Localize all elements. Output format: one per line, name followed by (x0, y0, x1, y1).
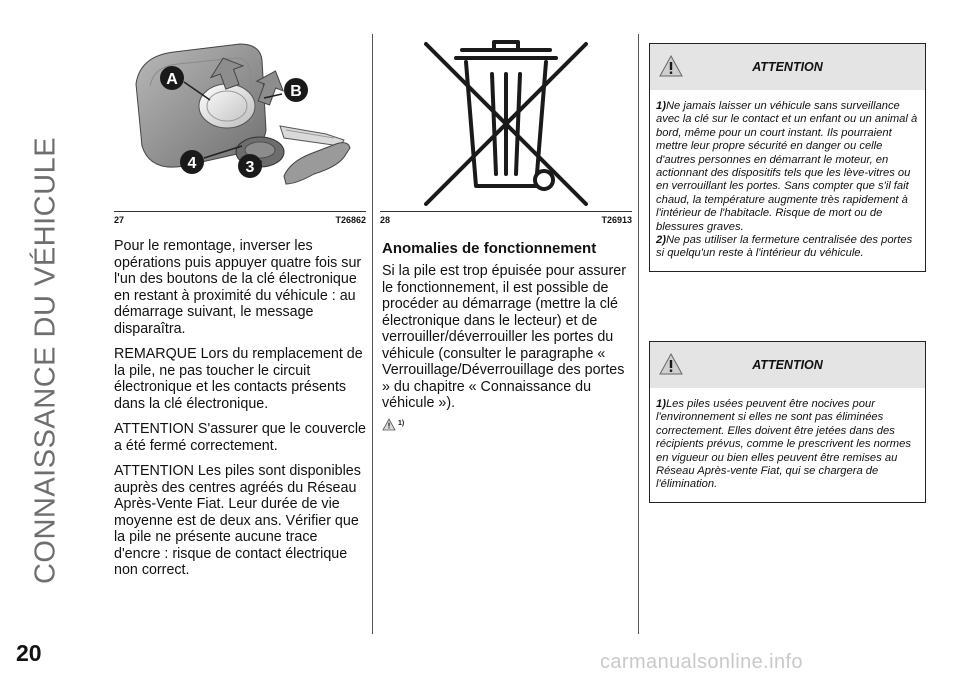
warning-box-child-safety (649, 43, 926, 272)
page-number: 20 (16, 640, 42, 666)
paragraph-malfunction: Si la pile est trop épuisée pour assurer le fonctionnement, il est possible de procéder au démarrage (mettre la clé électronique dans le lecteur) et de verrouiller/déverrouiller les portes du véhicule (consulter le paragraphe « Verrouillage/Déverrouillage des portes » du chapitre « Connaissance du véhicule »). (382, 263, 626, 411)
callout-4 (180, 150, 204, 174)
section-title: CONNAISSANCE DU VÉHICULE (29, 136, 62, 585)
figure-28 (380, 34, 632, 225)
warning-item (656, 100, 919, 234)
warning-item-text: Les piles usées peuvent être nocives pour l'environnement si elles ne sont pas éliminées correctement. Elles doivent être jetées dans des récipients prévus, comme le prescrivent les normes en vigueur ou bien elles peuvent être remises au Réseau Après-vente Fiat, qui se chargera de l'élimination. (656, 398, 911, 491)
paragraph-reassembly: Pour le remontage, inverser les opérations puis appuyer quatre fois sur l'un des boutons de la clé électronique en restant à proximité du véhicule : au démarrage suivant, le message disparaîtra. (114, 238, 362, 337)
warning-item (656, 398, 919, 492)
svg-text:A: A (166, 71, 178, 88)
note-reference (382, 418, 632, 436)
section-heading: Anomalies de fonctionnement (382, 240, 597, 257)
svg-text:3: 3 (245, 159, 255, 176)
callout-a (160, 66, 184, 90)
note-reference-number: 1) (398, 419, 405, 427)
warning-triangle-icon (382, 418, 396, 431)
column-divider-right (638, 34, 639, 634)
column-1-text (114, 238, 366, 588)
figure-28-code: T26913 (601, 215, 632, 225)
warning-title: ATTENTION (752, 60, 823, 74)
watermark: carmanualsonline.info (600, 651, 803, 673)
callout-b (284, 78, 308, 102)
figure-28-number: 28 (380, 215, 391, 225)
paragraph-remark: REMARQUE Lors du remplacement de la pile, ne pas toucher le circuit électronique et les contacts présents dans la clé électronique. (114, 346, 363, 412)
warning-header (650, 44, 925, 90)
warning-box-battery-disposal (649, 341, 926, 503)
paragraph-cover-warning: ATTENTION S'assurer que le couvercle a été fermé correctement. (114, 421, 366, 454)
warning-body (650, 388, 925, 502)
warning-item-text: Ne jamais laisser un véhicule sans surveillance avec la clé sur le contact et un enfant ou un animal à bord, même pour un court instant. Ils pourraient mettre leur propre sécurité en danger ou celle d'autres personnes en démarrant le moteur, en actionnant des dispositifs tels que les lève-vitres ou en verrouillant les portes. Sans compter que s'il fait chaud, la température augmente très rapidement à l'intérieur de l'habitacle. Risque de mort ou de blessures graves. (656, 100, 918, 233)
warning-item-number: 1) (656, 100, 666, 112)
warning-item-number: 2) (656, 234, 666, 247)
figure-28-rule (380, 211, 632, 212)
crossed-bin-icon (380, 34, 632, 210)
paragraph-battery-availability: ATTENTION Les piles sont disponibles auprès des centres agréés du Réseau Après-Vente Fiat. Leur durée de vie moyenne est de deux ans. Vérifier que la pile ne présente aucune trace d'encre : risque de contact électrique non correct. (114, 463, 361, 578)
svg-text:B: B (290, 83, 302, 100)
figure-27-rule (114, 211, 366, 212)
svg-text:4: 4 (187, 155, 197, 172)
key-battery-illustration (114, 34, 366, 210)
warning-item-text: Ne pas utiliser la fermeture centralisée des portes si quelqu'un reste à l'intérieur du véhicule. (656, 234, 913, 260)
figure-27 (114, 34, 366, 225)
figure-27-code: T26862 (335, 215, 366, 225)
column-2-text (382, 240, 632, 436)
warning-item (656, 234, 919, 261)
figure-27-number: 27 (114, 215, 125, 225)
warning-body (650, 90, 925, 271)
warning-header (650, 342, 925, 388)
warning-title: ATTENTION (752, 358, 823, 372)
column-divider-left (372, 34, 373, 634)
warning-item-number: 1) (656, 398, 666, 410)
callout-3 (238, 154, 262, 178)
